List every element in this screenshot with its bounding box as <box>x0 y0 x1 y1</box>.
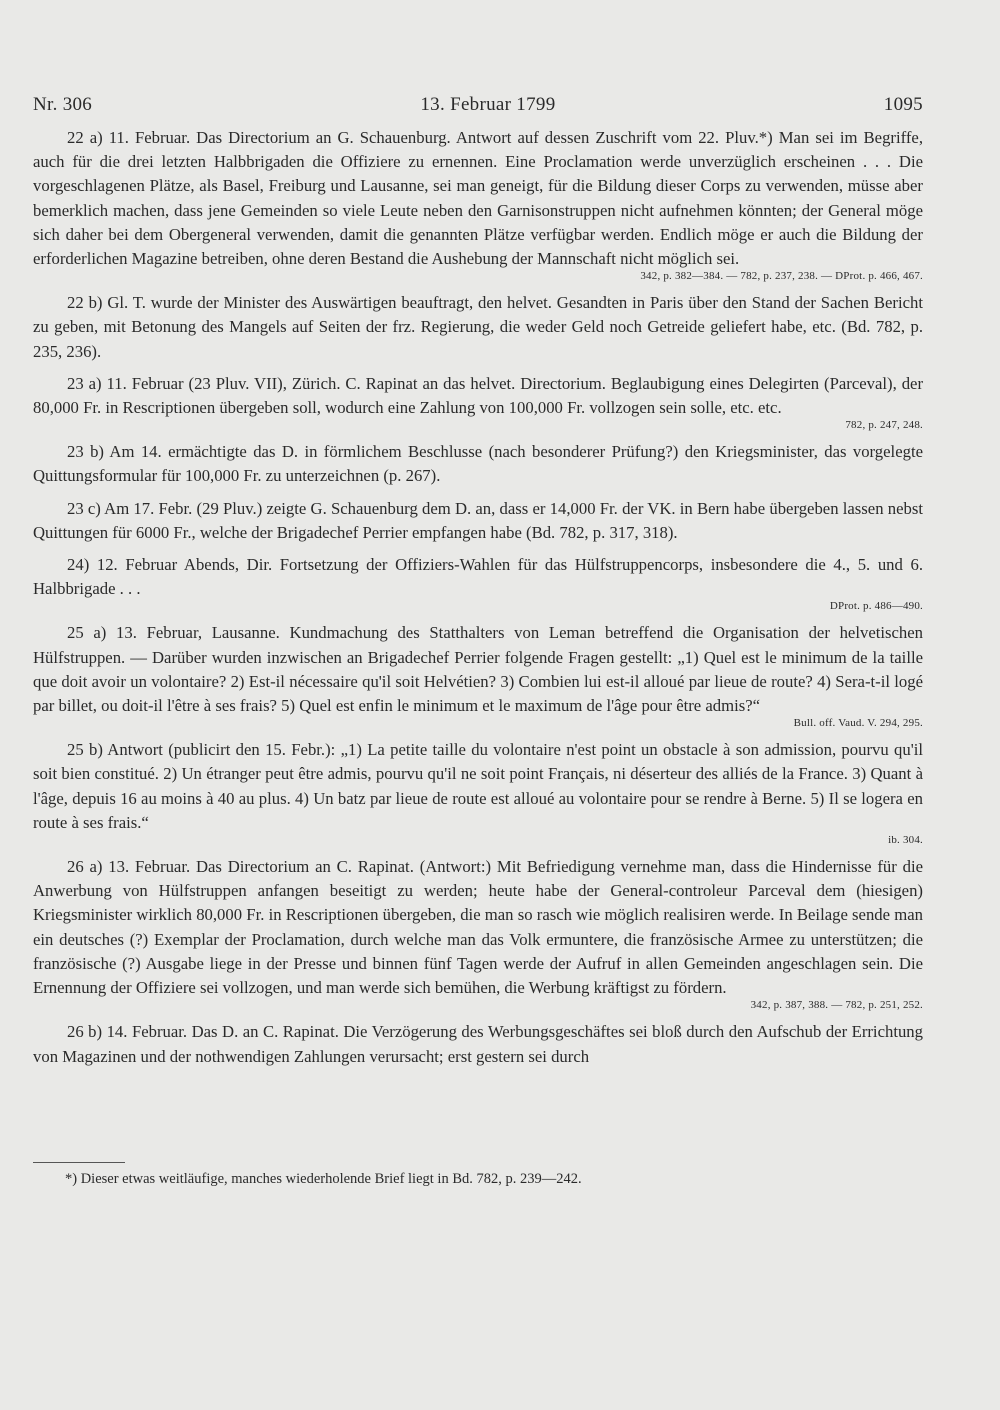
entry-text: 23 c) Am 17. Febr. (29 Pluv.) zeigte G. Schauenburg dem D. an, dass er 14,000 Fr. der VK. in Bern habe übergeben lassen nebst Quittungen für 6000 Fr., welche der Brigadechef Perrier empfangen habe (Bd. 782, p. 317, 318). <box>33 498 923 542</box>
entry-citation: Bull. off. Vaud. V. 294, 295. <box>793 717 923 730</box>
entry-text: 22 a) 11. Februar. Das Directorium an G. Schauenburg. Antwort auf dessen Zuschrift vom 22. Pluv.*) Man sei im Begriffe, auch für die drei letzten Halbbrigaden die Offiziere zu ernennen. Eine Proclamation werde unverzüglich erscheinen . . . Die vorgeschlagenen Plätze, als Basel, Freiburg und Lausanne, sei man geneigt, für die Bildung dieser Corps zu verwenden, müsse aber bemerklich machen, dass jene Gemeinden so viele Leute neben den Garnisonstruppen nicht aufnehmen könnten; der General möge sich daher bei dem Obergeneral verwenden, damit die genannten Plätze verfügbar werden. Endlich möge er auch die Bildung der erforderlichen Magazine betreiben, ohne deren Bestand die Aushebung der Mannschaft nicht möglich sei. <box>33 128 923 269</box>
entry-text: 25 b) Antwort (publicirt den 15. Febr.): „1) La petite taille du volontaire n'est point un obstacle à son admission, pourvu qu'il soit bien constitué. 2) Un étranger peut être admis, pourvu qu'il ne soit point Français, ni déserteur des alliés de la France. 3) Quant à l'âge, depuis 16 au moins à 40 au plus. 4) Un batz par lieue de route est alloué au volontaire pour se rendre à Berne. 5) Il se logera en route à ses frais.“ <box>33 740 923 832</box>
footnote-divider <box>33 1162 125 1163</box>
entry-22a <box>33 126 923 283</box>
entry-26b <box>33 1020 923 1068</box>
entry-23b <box>33 440 923 488</box>
page-header <box>33 94 923 116</box>
entry-citation: 342, p. 382—384. — 782, p. 237, 238. — DProt. p. 466, 467. <box>640 270 923 283</box>
entry-citation: 782, p. 247, 248. <box>845 419 923 432</box>
entry-citation: DProt. p. 486—490. <box>829 600 923 613</box>
entry-text: 23 b) Am 14. ermächtigte das D. in förmlichem Beschlusse (nach besonderer Prüfung?) den Kriegsminister, das vorgelegte Quittungsformular für 100,000 Fr. zu unterzeichnen (p. 267). <box>33 442 923 486</box>
entry-citation: ib. 304. <box>888 834 923 847</box>
entry-23c <box>33 497 923 545</box>
entry-26a <box>33 855 923 1012</box>
document-body <box>33 126 923 1077</box>
page-number-label: Nr. 306 <box>33 94 93 115</box>
entry-24 <box>33 553 923 613</box>
page-number: 1095 <box>883 94 923 115</box>
entry-25a <box>33 621 923 730</box>
entry-text: 22 b) Gl. T. wurde der Minister des Auswärtigen beauftragt, den helvet. Gesandten in Paris über den Stand der Sachen Bericht zu geben, mit Betonung des Mangels auf Seiten der frz. Regierung, die weder Geld noch Getreide geliefert habe, etc. (Bd. 782, p. 235, 236). <box>33 293 923 361</box>
entry-text: 24) 12. Februar Abends, Dir. Fortsetzung der Offiziers-Wahlen für das Hülfstruppencorps, insbesondere die 4., 5. und 6. Halbbrigade . . . <box>33 555 923 599</box>
entry-23a <box>33 372 923 432</box>
entry-22b <box>33 291 923 364</box>
entry-25b <box>33 738 923 847</box>
entry-citation: 342, p. 387, 388. — 782, p. 251, 252. <box>750 999 923 1012</box>
page-date: 13. Februar 1799 <box>420 94 556 115</box>
footnote: *) Dieser etwas weitläufige, manches wiederholende Brief liegt in Bd. 782, p. 239—242. <box>65 1171 582 1187</box>
entry-text: 26 a) 13. Februar. Das Directorium an C. Rapinat. (Antwort:) Mit Befriedigung vernehme man, dass die Hindernisse für die Anwerbung von Hülfstruppen anfangen beseitigt zu werden; heute habe der General-controleur Parceval dem (hiesigen) Kriegsminister wirklich 80,000 Fr. in Rescriptionen übergeben, die man so rasch wie möglich realisiren werde. In Beilage sende man ein deutsches (?) Exemplar der Proclamation, durch welche man das Volk ermuntere, die französische Armee zu unterstützen; die französische (?) Ausgabe liege in der Presse und binnen fünf Tagen werde der Aufruf in allen Gemeinden angeschlagen sein. Die Ernennung der Offiziere sei vollzogen, und man werde sich bemühen, die Werbung kräftigst zu fördern. <box>33 857 923 998</box>
entry-text: 25 a) 13. Februar, Lausanne. Kundmachung des Statthalters von Leman betreffend die Organisation der helvetischen Hülfstruppen. — Darüber wurden inzwischen an Brigadechef Perrier folgende Fragen gestellt: „1) Quel est le minimum de la taille que doit avoir un volontaire? 2) Est-il nécessaire qu'il soit Helvétien? 3) Combien lui est-il alloué par lieue de route? 4) Sera-t-il logé par billet, ou doit-il l'être à ses frais? 5) Quel est enfin le minimum et le maximum de l'âge pour être admis?“ <box>33 623 923 716</box>
entry-text: 26 b) 14. Februar. Das D. an C. Rapinat. Die Verzögerung des Werbungsgeschäftes sei bloß durch den Aufschub der Errichtung von Magazinen und der nothwendigen Zahlungen verursacht; erst gestern sei durch <box>33 1022 923 1066</box>
entry-text: 23 a) 11. Februar (23 Pluv. VII), Zürich. C. Rapinat an das helvet. Directorium. Beglaubigung eines Delegirten (Parceval), der 80,000 Fr. in Rescriptionen übergeben soll, wodurch eine Zahlung von 100,000 Fr. vollzogen sein solle, etc. etc. <box>33 373 923 418</box>
